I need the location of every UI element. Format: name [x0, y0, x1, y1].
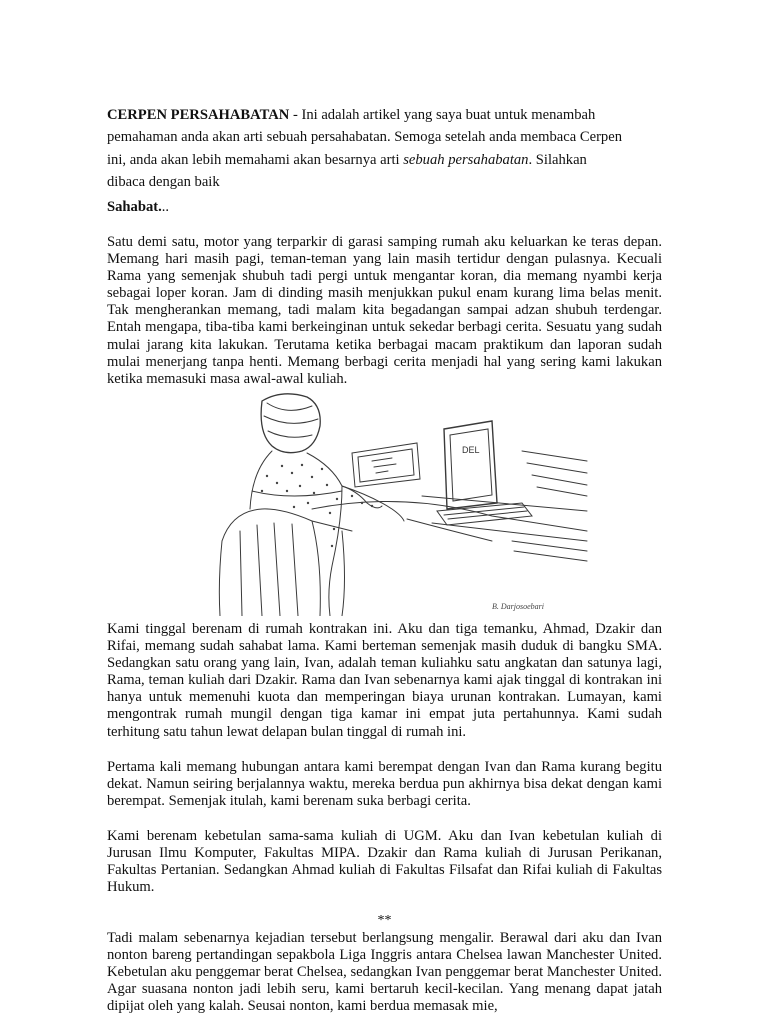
story-paragraph-4: Kami berenam kebetulan sama-sama kuliah di UGM. Aku dan Ivan kebetulan kuliah di Jurusan Ilmu Komputer, Fakultas MIPA. Dzakir dan Rama kuliah di Jurusan Perikanan, Fakultas Pertanian. Sedangkan Ahmad kuliah di Fakultas Filsafat dan Rifai kuliah di Fakultas Hukum.: [107, 828, 662, 896]
sketch-svg: [192, 391, 592, 616]
story-paragraph-1: Satu demi satu, motor yang terparkir di garasi samping rumah aku keluarkan ke teras depan. Memang hari masih pagi, teman-teman yang lain masih tertidur dengan pulasnya. Kecuali Rama yang semenjak shubuh tadi pergi untuk mengantar koran, dia memang nyambi kerja sebagai loper koran. Jam di dinding masih menjukkan pukul enam kurang lima belas menit. Tak mengherankan memang, tadi malam kita begadangan sampai adzan shubuh terdengar. Entah mengapa, tiba-tiba kami berkeinginan untuk sekedar berbagi cerita. Sesuatu yang sudah mulai jarang kita lakukan. Terutama ketika berbagai macam praktikum dan laporan sudah mulai menerjang tanpa henti. Memang berbagi cerita menjadi hal yang sering kami lakukan ketika memasuki masa awal-awal kuliah.: [107, 234, 662, 387]
intro-paragraph: [107, 104, 627, 193]
story-paragraph-5: Tadi malam sebenarnya kejadian tersebut berlangsung mengalir. Berawal dari aku dan Ivan nonton bareng pertandingan sepakbola Liga Inggris antara Chelsea lawan Manchester United. Kebetulan aku penggemar berat Chelsea, sedangkan Ivan penggemar berat Manchester United. Agar suasana nonton jadi lebih seru, kami bertaruh kecil-kecilan. Yang menang dapat jatah dipijat oleh yang kalah. Seusai nonton, kami berdua memasak mie,: [107, 930, 662, 1015]
artist-signature: B. Darjosoebari: [492, 602, 544, 611]
monitor-brand-text: DEL: [462, 445, 480, 455]
section-heading: Sahabat...: [107, 199, 170, 215]
intro-text-end: . Silahkan dibaca dengan baik: [107, 151, 587, 190]
story-paragraph-3: Pertama kali memang hubungan antara kami berempat dengan Ivan dan Rama kurang begitu dekat. Namun seiring berjalannya waktu, mereka berdua pun akhirnya bisa dekat dengan kami berempat. Semenjak itulah, kami berenam suka berbagi cerita.: [107, 759, 662, 810]
intro-title: CERPEN PERSAHABATAN: [107, 107, 290, 123]
document-page: [107, 0, 662, 1024]
sketch-illustration: [192, 391, 592, 616]
story-paragraph-2: Kami tinggal berenam di rumah kontrakan ini. Aku dan tiga temanku, Ahmad, Dzakir dan Rifai, memang sudah sahabat lama. Kami berteman semenjak masih duduk di bangku SMA. Sedangkan satu orang yang lain, Ivan, adalah teman kuliahku satu angkatan dan satunya lagi, Rama, teman kuliah dari Dzakir. Rama dan Ivan sebenarnya kami ajak tinggal di kontrakan ini hanya untuk memenuhi kuota dan memperingan biaya urunan kontrakan. Lumayan, kami mengontrak rumah mungil dengan tiga kamar ini empat juta pertahunnya. Kami sudah terhitung satu tahun lewat delapan bulan tinggal di rumah ini.: [107, 621, 662, 740]
section-separator: **: [377, 913, 392, 928]
intro-italic: sebuah persahabatan: [403, 151, 529, 168]
intro-text: - Ini adalah artikel yang saya buat untuk menambah pemahaman anda akan arti sebuah persahabatan. Semoga setelah anda membaca Cerpen ini, anda akan lebih memahami akan besarnya arti: [107, 107, 623, 168]
